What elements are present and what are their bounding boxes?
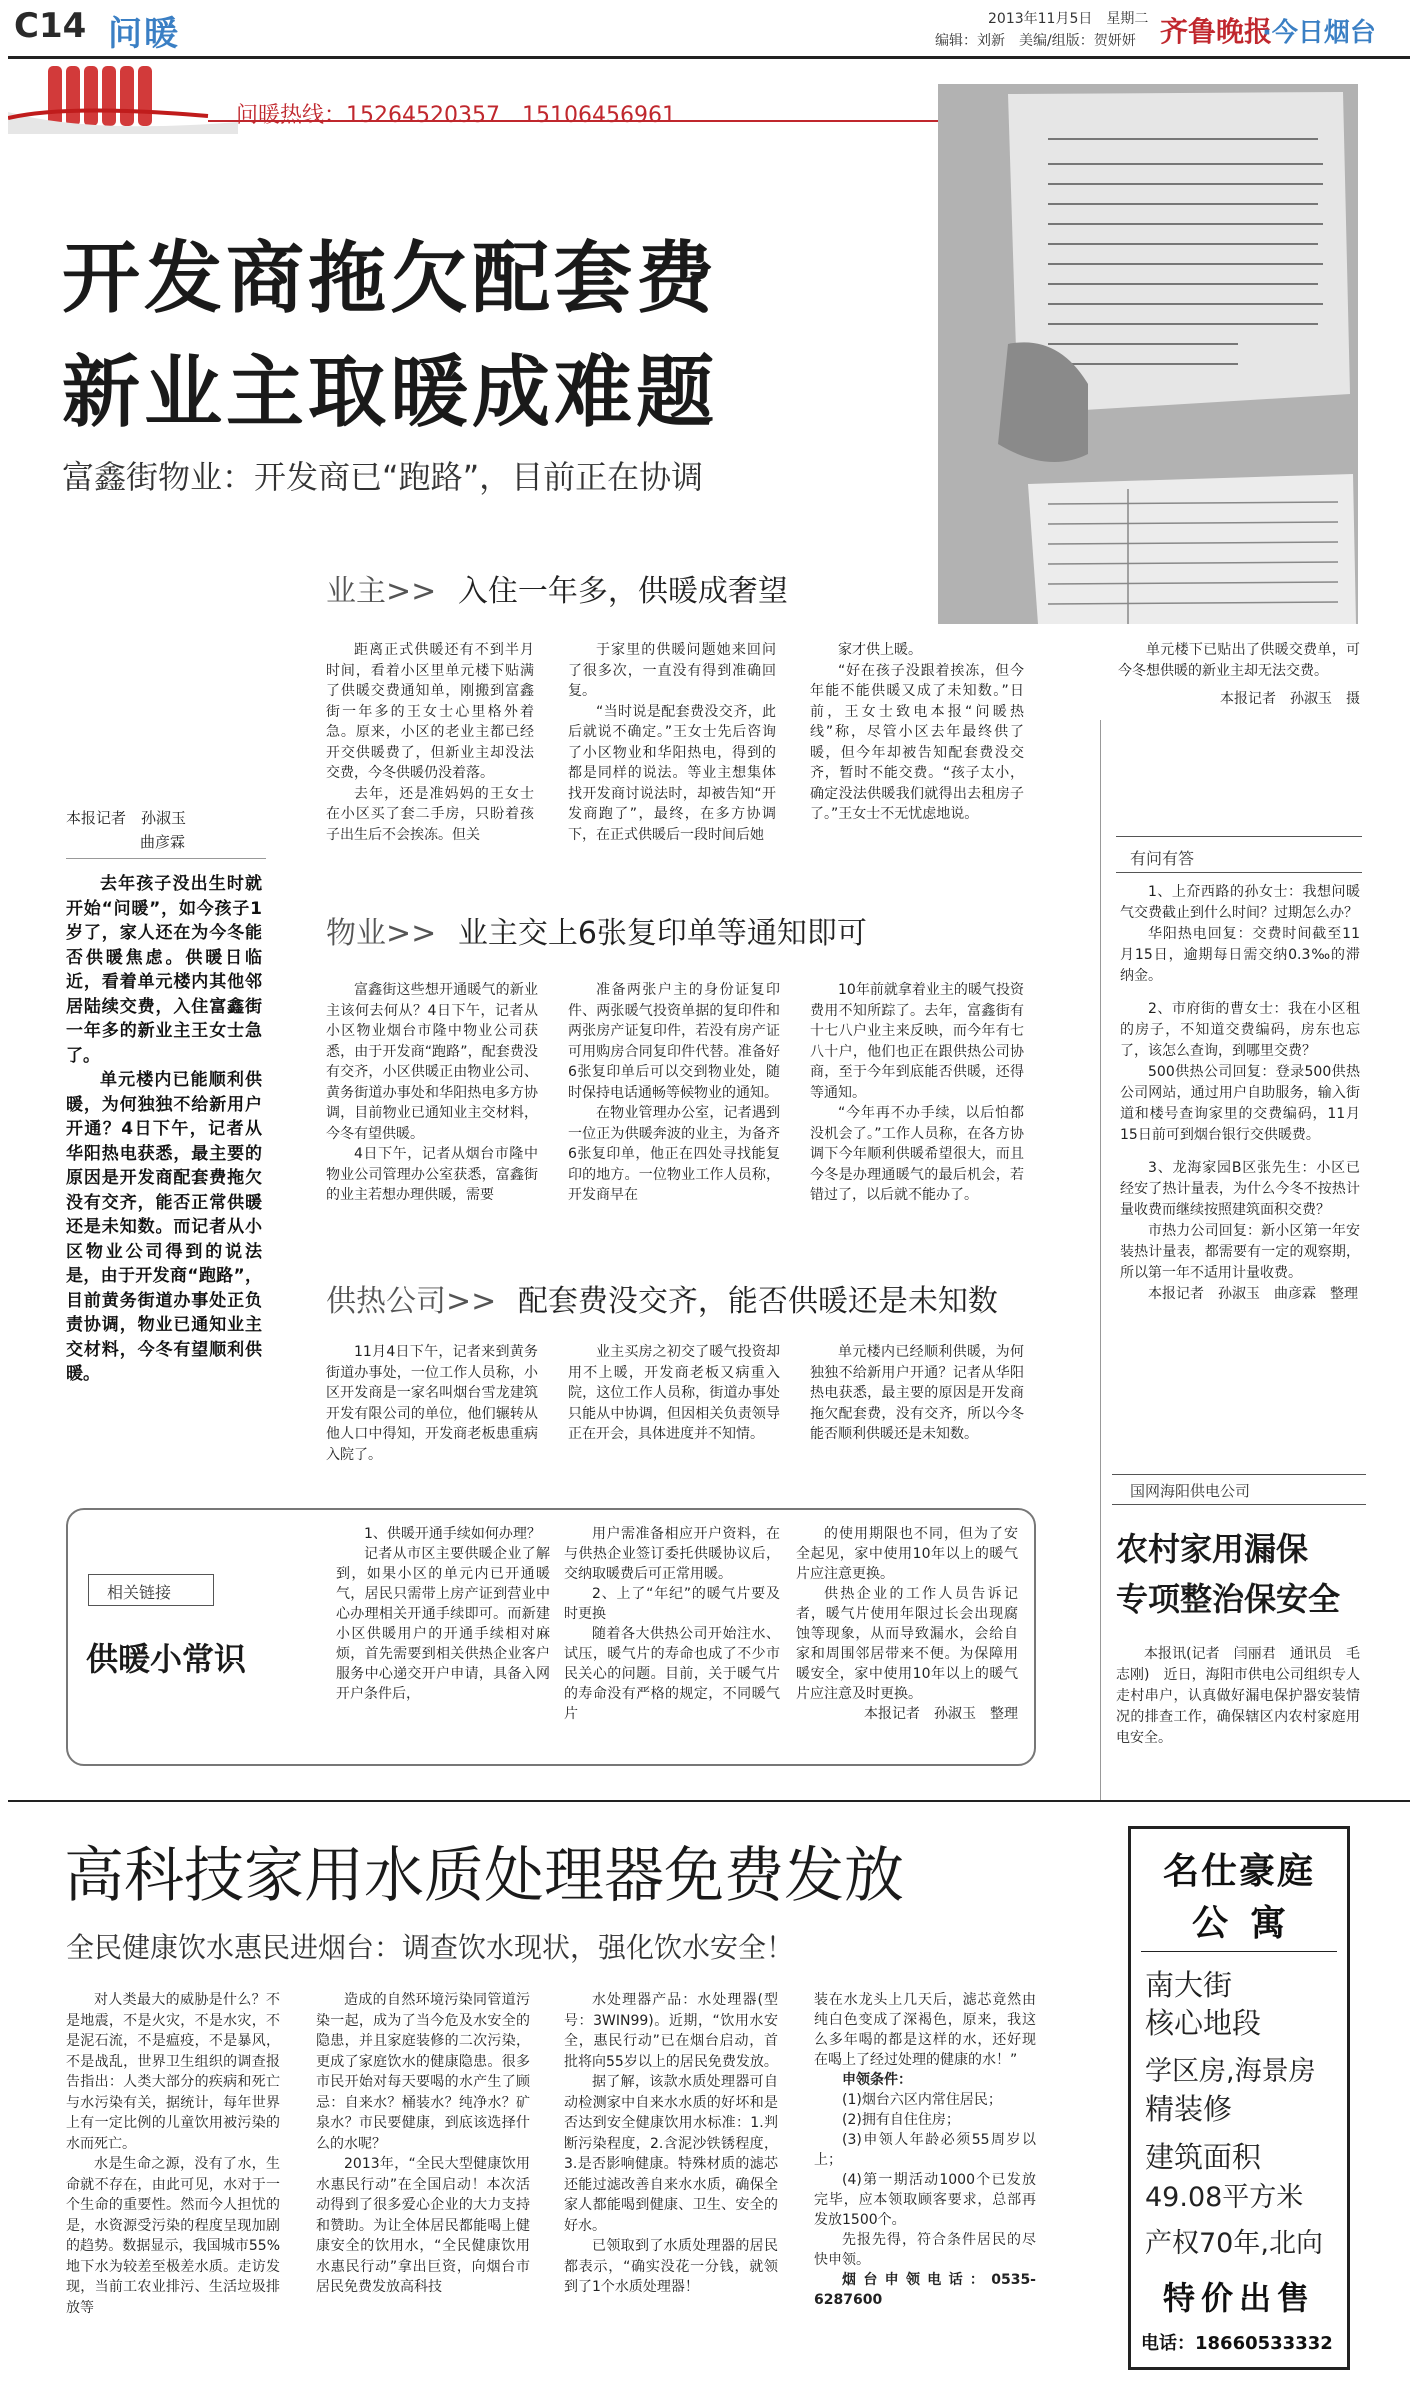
- qa-answer-1: 华阳热电回复：交费时间截至11月15日，逾期每日需交纳0.3‰的滞纳金。: [1120, 926, 1360, 984]
- lead-subhead: 富鑫街物业：开发商已“跑路”，目前正在协调: [62, 458, 704, 496]
- sec1-col-a-p2: 去年，还是准妈妈的王女士在小区买了套二手房，只盼着孩子出生后不会挨冻。但关: [326, 785, 534, 843]
- byline-line-2: 曲彦霖: [140, 833, 186, 851]
- section-1-label: 业主>>: [326, 574, 437, 609]
- water-conditions-title: 申领条件：: [842, 2072, 912, 2088]
- water-first-come: 先报先得，符合条件居民的尽快申领。: [814, 2232, 1036, 2268]
- water-col-b-p2: 2013年，“全民大型健康饮用水惠民行动”在全国启动！本次活动得到了很多爱心企业的大力支持和赞助。为让全体居民都能喝上健康安全的饮用水，“全民健康饮用水惠民行动”拿出巨资，向烟台市居民免费发放高科技: [316, 2156, 530, 2295]
- qa-question-1: 1、上夼西路的孙女士：我想问暖气交费截止到什么时间？过期怎么办？: [1120, 884, 1360, 921]
- ad-phone: 电话：18660533332: [1141, 2333, 1333, 2354]
- water-col-c-p2: 据了解，该款水质处理器可自动检测家中自来水水质的好坏和是否达到安全健康饮用水标准：1.判断污染程度，2.含泥沙铁锈程度，3.是否影响健康。特殊材质的滤芯还能过滤改善自来水水质，确保全家人都能喝到健康、卫生、安全的好水。: [564, 2074, 778, 2234]
- water-col-b: [316, 1990, 530, 2376]
- qa-title-rule: [1116, 872, 1362, 873]
- power-source: 国网海阳供电公司: [1130, 1482, 1251, 1500]
- sec1-col-b-p2: “当时说是配套费没交齐，此后就说不确定。”王女士先后咨询了小区物业和华阳热电，得到的都是同样的说法。等业主想集体找开发商讨说法时，却被告知“开发商跑了”，最终，在多方协调下，在正式供暖后一段时间后她: [568, 703, 776, 843]
- water-condition-2: (2)拥有自住住房；: [842, 2112, 960, 2128]
- water-col-c-p3: 已领取到了水质处理器的居民都表示，“确实没花一分钱，就领到了1个水质处理器！: [564, 2238, 778, 2295]
- tips-col-c: [796, 1524, 1018, 1760]
- photo-caption-text: 单元楼下已贴出了供暖交费单，可今冬想供暖的新业主却无法交费。: [1118, 642, 1360, 679]
- water-headline: 高科技家用水质处理器免费发放: [64, 1841, 904, 1911]
- tips-a1: 记者从市区主要供暖企业了解到，如果小区的单元内已开通暖气，居民只需带上房产证到营业中心办理相关开通手续即可。而新建小区供暖用户的开通手续相对麻烦，首先需要到相关供热企业客户服务中心递交开户申请，具备入网开户条件后，: [336, 1546, 550, 1702]
- power-body-text: 本报讯(记者 闫丽君 通讯员 毛志刚) 近日，海阳市供电公司组织专人走村串户，认真做好漏电保护器安装情况的排查工作，确保辖区内农村家庭用电安全。: [1116, 1646, 1360, 1746]
- water-col-d-p1: 装在水龙头上几天后，滤芯竟然由纯白色变成了深褐色，原来，我这么多年喝的都是这样的水，还好现在喝上了经过处理的健康的水！”: [814, 1992, 1036, 2068]
- page-code: C14: [14, 6, 87, 46]
- section-2-title: 业主交上6张复印单等通知即可: [457, 916, 867, 951]
- page-header: [0, 0, 1417, 62]
- power-headline-2: 专项整治保安全: [1116, 1580, 1341, 1618]
- intro-column: [66, 872, 262, 1387]
- ad-title-1: 名仕豪庭: [1162, 1851, 1315, 1892]
- news-photo: [938, 84, 1358, 624]
- sec3-col-b: [568, 1342, 780, 1472]
- power-headline-1: 农村家用漏保: [1116, 1530, 1309, 1568]
- power-source-rule: [1112, 1504, 1366, 1505]
- sec3-col-c-p1: 单元楼内已经顺利供暖，为何独独不给新用户开通？记者从华阳热电获悉，最主要的原因是开发商拖欠配套费，没有交齐，所以今冬能否顺利供暖还是未知数。: [810, 1344, 1024, 1442]
- apartment-ad: [1128, 1826, 1350, 2370]
- qa-body: [1120, 882, 1360, 1305]
- water-phone: 烟台申领电话：0535-6287600: [814, 2272, 1036, 2308]
- water-condition-1: (1)烟台六区内常住居民；: [842, 2092, 1002, 2108]
- sec1-col-c-p1: 家才供上暖。: [838, 642, 922, 658]
- section-2-label: 物业>>: [326, 916, 437, 951]
- sec2-col-c-p1: 10年前就拿着业主的暖气投资费用不知所踪了。去年，富鑫街有十七八户业主来反映，而今年有七八十户，他们也正在跟供热公司协商，至于今年到底能否供暖，还得等通知。: [810, 982, 1024, 1101]
- qa-title: 有问有答: [1130, 849, 1195, 868]
- radiator-icon: [8, 64, 238, 134]
- water-col-a: [66, 1990, 280, 2376]
- hotline-label: 问暖热线：: [236, 103, 347, 128]
- section-divider: [8, 1800, 1410, 1802]
- section-name: 问暖: [108, 14, 180, 54]
- tips-a2-cont: 的使用期限也不同，但为了安全起见，家中使用10年以上的暖气片应注意更换。: [796, 1526, 1018, 1582]
- water-col-c: [564, 1990, 778, 2376]
- sec1-col-c-p2: “好在孩子没跟着挨冻，但今年能不能供暖又成了未知数。”日前，王女士致电本报“问暖热线”称，尽管小区去年最终供了暖，但今年却被告知配套费没交齐，暂时不能交费。“孩子太小，确定没法供暖我们就得出去租房子了。”王女士不无忧虑地说。: [810, 662, 1024, 822]
- hotline-numbers: 15264520357 15106456961: [346, 103, 676, 128]
- sec3-col-b-p1: 业主买房之初交了暖气投资却用不上暖，开发商老板又病重入院，这位工作人员称，街道办事处只能从中协调，但因相关负责领导正在开会，具体进度并不知情。: [568, 1344, 780, 1442]
- qa-answer-2: 500供热公司回复：登录500供热公司网站，通过用户自助服务，输入街道和楼号查询家里的交费编码，11月15日前可到烟台银行交供暖费。: [1120, 1064, 1360, 1143]
- ad-title-2: 公寓: [1191, 1903, 1308, 1944]
- tips-a1-cont: 用户需准备相应开户资料，在与供热企业签订委托供暖协议后，交纳取暖费后可正常用暖。: [564, 1526, 780, 1582]
- ad-line-2: 核心地段: [1145, 2006, 1262, 2040]
- ad-rule: [1141, 1951, 1337, 1952]
- section-2-head: [326, 908, 867, 952]
- water-condition-4: (4)第一期活动1000个已发放完毕，应本领取顾客要求，总部再发放1500个。: [814, 2172, 1036, 2228]
- qa-answer-3: 市热力公司回复：新小区第一年安装热计量表，都需要有一定的观察期，所以第一年不适用计量收费。: [1120, 1223, 1360, 1281]
- ad-line-3: 学区房,海景房: [1145, 2056, 1316, 2087]
- power-top-rule: [1112, 1474, 1366, 1475]
- photo-credit: 本报记者 孙淑玉 摄: [1220, 691, 1360, 707]
- tips-box: [66, 1508, 1036, 1766]
- qa-credit: 本报记者 孙淑玉 曲彦霖 整理: [1148, 1286, 1358, 1302]
- section-1-title: 入住一年多，供暖成奢望: [457, 574, 788, 609]
- lead-headline-1: 开发商拖欠配套费: [62, 234, 719, 324]
- sec2-col-a: [326, 980, 538, 1270]
- intro-para-2: 单元楼内已能顺利供暖，为何独独不给新用户开通？4日下午，记者从华阳热电获悉，最主要的原因是开发商配套费拖欠没有交齐，能否正常供暖还是未知数。而记者从小区物业公司得到的说法是，由于开发商“跑路”，目前黄务街道办事处正负责协调，物业已通知业主交材料，今冬有望顺利供暖。: [66, 1070, 262, 1384]
- ad-line-5: 建筑面积: [1145, 2140, 1262, 2174]
- sec1-col-b: [568, 640, 776, 880]
- section-3-head: [326, 1276, 998, 1320]
- tips-tag: [88, 1574, 214, 1606]
- sec2-col-a-p1: 富鑫街这些想开通暖气的新业主该何去何从？4日下午，记者从小区物业烟台市隆中物业公司获悉，由于开发商“跑路”，配套费没有交齐，小区供暖正由物业公司、黄务街道办事处和华阳热电多方协调，目前物业已通知业主交材料，今冬有望供暖。: [326, 982, 538, 1142]
- date-line: 2013年11月5日 星期二: [988, 11, 1149, 27]
- tips-a2: 随着各大供热公司开始注水、试压，暖气片的寿命也成了不少市民关心的问题。目前，关于暖气片的寿命没有严格的规定，不同暖气片: [564, 1626, 780, 1722]
- ad-line-6: 49.08平方米: [1145, 2182, 1304, 2213]
- water-col-a-p2: 水是生命之源，没有了水，生命就不存在，由此可见，水对于一个生命的重要性。然而今人担忧的是，水资源受污染的程度呈现加剧的趋势。数据显示，我国城市55%地下水为较差至极差水质。走访发现，当前工农业排污、生活垃圾排放等: [66, 2156, 280, 2316]
- tips-q1: 1、供暖开通手续如何办理？: [364, 1526, 541, 1542]
- tips-col-b: [564, 1524, 780, 1760]
- sec3-col-a: [326, 1342, 538, 1472]
- qa-question-3: 3、龙海家园B区张先生：小区已经安了热计量表，为什么今冬不按热计量收费而继续按照建筑面积交费？: [1120, 1160, 1360, 1218]
- ad-line-1: 南大街: [1145, 1968, 1233, 2002]
- byline-line-1: 本报记者 孙淑玉: [66, 809, 187, 827]
- intro-top-rule: [66, 858, 266, 859]
- sec2-col-c-p2: “今年再不办手续，以后怕都没机会了。”工作人员称，在各方协调下今年顺利供暖希望很大，而且今冬是办理通暖气的最后机会，若错过了，以后就不能办了。: [810, 1105, 1024, 1203]
- byline: [66, 806, 266, 854]
- tips-col-a: [336, 1524, 550, 1760]
- ad-sale: 特价出售: [1162, 2279, 1315, 2317]
- hotline-band: [8, 64, 938, 134]
- water-subhead: 全民健康饮水惠民进烟台：调查饮水现状，强化饮水安全！: [66, 1931, 795, 1964]
- intro-para-1: 去年孩子没出生时就开始“问暖”，如今孩子1岁了，家人还在为今冬能否供暖焦虑。供暖日临近，看着单元楼内其他邻居陆续交费，入住富鑫街一年多的新业主王女士急了。: [66, 874, 262, 1066]
- ad-line-4: 精装修: [1145, 2092, 1233, 2126]
- sec2-col-c: [810, 980, 1024, 1270]
- qa-question-2: 2、市府街的曹女士：我在小区租的房子，不知道交费编码，房东也忘了，该怎么查询，到哪里交费？: [1120, 1001, 1360, 1059]
- tips-title: 供暖小常识: [86, 1640, 247, 1678]
- sec1-col-b-p1: 于家里的供暖问题她来回问了很多次，一直没有得到准确回复。: [568, 642, 776, 699]
- photo-caption: [1118, 640, 1360, 710]
- sec1-col-a: [326, 640, 534, 880]
- sec2-col-b-p1: 准备两张户主的身份证复印件、两张暖气投资单据的复印件和两张房产证复印件，若没有房产证可用购房合同复印件代替。准备好6张复印单后可以交到物业处，随时保持电话通畅等候物业的通知。: [568, 982, 780, 1101]
- tips-credit: 本报记者 孙淑玉 整理: [864, 1706, 1018, 1722]
- section-1-head: [326, 566, 788, 610]
- notice-photo-image: [938, 84, 1358, 624]
- right-column-divider: [1100, 720, 1101, 1800]
- water-col-c-p1: 水处理器产品：水处理器(型号：3WIN99)。近期，“饮用水安全，惠民行动”已在烟台启动，首批将向55岁以上的居民免费发放。: [564, 1992, 778, 2070]
- tips-tag-text: 相关链接: [107, 1583, 172, 1602]
- paper-name: 齐鲁晚报: [1160, 15, 1273, 48]
- editors-line: 编辑：刘新 美编/组版：贺妍妍: [935, 33, 1136, 49]
- water-condition-3: (3)申领人年龄必须55周岁以上；: [814, 2132, 1036, 2168]
- section-3-label: 供热公司>>: [326, 1284, 497, 1319]
- edition-name: ·今日烟台: [1262, 18, 1376, 48]
- section-3-title: 配套费没交齐，能否供暖还是未知数: [517, 1284, 998, 1319]
- water-col-d: [814, 1990, 1036, 2376]
- ad-line-7: 产权70年,北向: [1145, 2228, 1323, 2259]
- lead-headline-2: 新业主取暖成难题: [62, 348, 719, 438]
- sec2-col-b-p2: 在物业管理办公室，记者遇到一位正为供暖奔波的业主，为备齐6张复印单，他正在四处寻找能复印的地方。一位物业工作人员称，开发商早在: [568, 1105, 780, 1203]
- sec1-col-a-p1: 距离正式供暖还有不到半月时间，看着小区里单元楼下贴满了供暖交费通知单，刚搬到富鑫街一年多的王女士心里格外着急。原来，小区的老业主都已经开交供暖费了，但新业主却没法交费，今冬供暖仍没着落。: [326, 642, 534, 781]
- tips-a2-more: 供热企业的工作人员告诉记者，暖气片使用年限过长会出现腐蚀等现象，从而导致漏水，会给自家和周围邻居带来不便。为保障用暖安全，家中使用10年以上的暖气片应注意及时更换。: [796, 1586, 1018, 1702]
- water-col-a-p1: 对人类最大的威胁是什么？不是地震，不是火灾，不是水灾，不是泥石流，不是瘟疫，不是暴风，不是战乱，世界卫生组织的调查报告指出：人类大部分的疾病和死亡与水污染有关，据统计，每年世界上有一定比例的儿童饮用被污染的水而死亡。: [66, 1992, 280, 2152]
- water-col-b-p1: 造成的自然环境污染同管道污染一起，成为了当今危及水安全的隐患，并且家庭装修的二次污染，更成了家庭饮水的健康隐患。很多市民开始对每天要喝的水产生了顾忌：自来水？桶装水？纯净水？矿泉水？市民要健康，到底该选择什么的水呢？: [316, 1992, 530, 2152]
- sec3-col-a-p1: 11月4日下午，记者来到黄务街道办事处，一位工作人员称，小区开发商是一家名叫烟台雪龙建筑开发有限公司的单位，他们辗转从他人口中得知，开发商老板患重病入院了。: [326, 1344, 538, 1463]
- sec2-col-b: [568, 980, 780, 1270]
- sec2-col-a-p2: 4日下午，记者从烟台市隆中物业公司管理办公室获悉，富鑫街的业主若想办理供暖，需要: [326, 1146, 538, 1203]
- power-body: [1116, 1644, 1360, 1749]
- qa-top-rule: [1116, 836, 1362, 837]
- header-rule: [8, 56, 1410, 59]
- sec3-col-c: [810, 1342, 1024, 1472]
- tips-q2: 2、上了“年纪”的暖气片要及时更换: [564, 1586, 780, 1622]
- sec1-col-c: [810, 640, 1024, 880]
